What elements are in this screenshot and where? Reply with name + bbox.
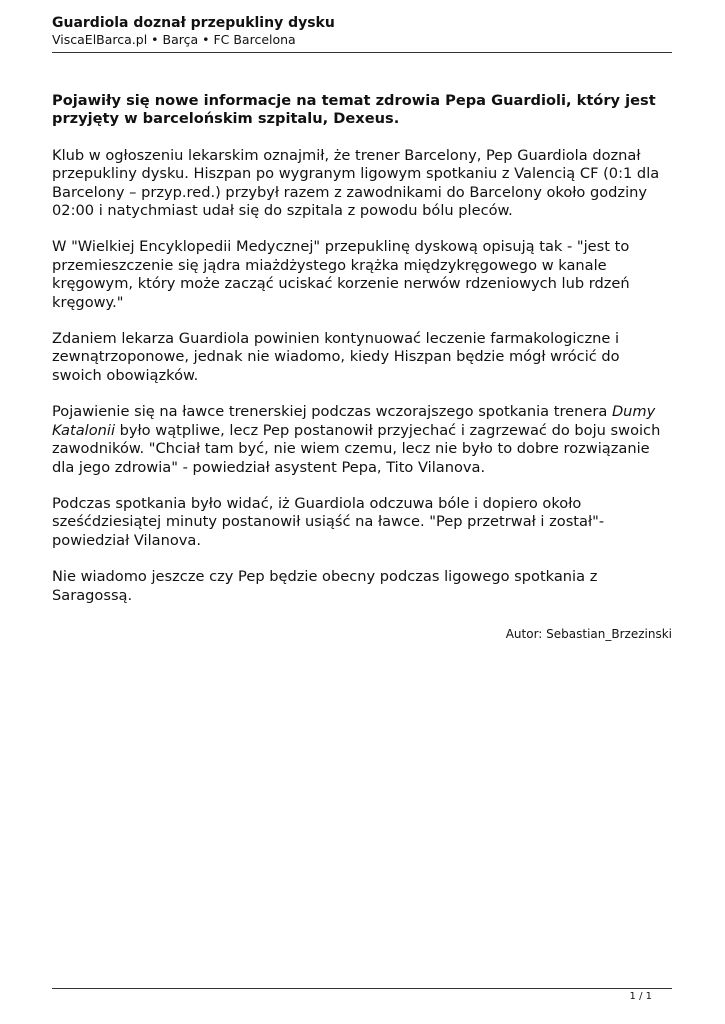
site-breadcrumb: ViscaElBarca.pl • Barça • FC Barcelona xyxy=(52,32,296,47)
paragraph-3: Zdaniem lekarza Guardiola powinien kontynuować leczenie farmakologiczne i zewnątrzoponowe, jednak nie wiadomo, kiedy Hiszpan będzie mógł wrócić do swoich obowiązków. xyxy=(52,330,620,384)
article-body xyxy=(52,92,672,643)
page-number: 1 / 1 xyxy=(629,991,652,1002)
paragraph-4-end: było wątpliwe, lecz Pep postanowił przyjechać i zagrzewać do boju swoich zawodników. "Chciał tam być, nie wiem czemu, lecz nie było to dobre rozwiązanie dla jego zdrowia" - powiedział asystent Pepa, Tito Vilanova. xyxy=(52,421,661,476)
paragraph-4-start: Pojawienie się na ławce trenerskiej podczas wczorajszego spotkania trenera xyxy=(52,403,612,421)
article-title: Guardiola doznał przepukliny dysku xyxy=(52,15,335,31)
paragraph-1: Klub w ogłoszeniu lekarskim oznajmił, że trener Barcelony, Pep Guardiola doznał przepukliny dysku. Hiszpan po wygranym ligowym spotkaniu z Valencią CF (0:1 dla Barcelony – przyp.red.) przybył razem z zawodnikami do Barcelony około godziny 02:00 i natychmiast udał się do szpitala z powodu bólu pleców. xyxy=(52,146,660,220)
article-lead: Pojawiły się nowe informacje na temat zdrowia Pepa Guardioli, który jest przyjęty w barcelońskim szpitalu, Dexeus. xyxy=(52,92,656,128)
footer-divider xyxy=(52,988,672,989)
paragraph-4-italic: Dumy Katalonii xyxy=(52,403,656,439)
header-divider xyxy=(52,52,672,53)
document-header xyxy=(52,15,672,48)
paragraph-4 xyxy=(52,403,672,477)
paragraph-5: Podczas spotkania było widać, iż Guardiola odczuwa bóle i dopiero około sześćdziesiątej minuty postanowił usiąść na ławce. "Pep przetrwał i został"- powiedział Vilanova. xyxy=(52,494,605,549)
article-author: Autor: Sebastian_Brzezinski xyxy=(505,626,672,641)
paragraph-2: W "Wielkiej Encyklopedii Medycznej" przepuklinę dyskową opisują tak - "jest to przemieszczenie się jądra miażdżystego krążka międzykręgowego w kanale kręgowym, który może zacząć uciskać korzenie nerwów rdzeniowych lub rdzeń kręgowy." xyxy=(52,238,630,311)
paragraph-6: Nie wiadomo jeszcze czy Pep będzie obecny podczas ligowego spotkania z Saragossą. xyxy=(52,568,598,604)
